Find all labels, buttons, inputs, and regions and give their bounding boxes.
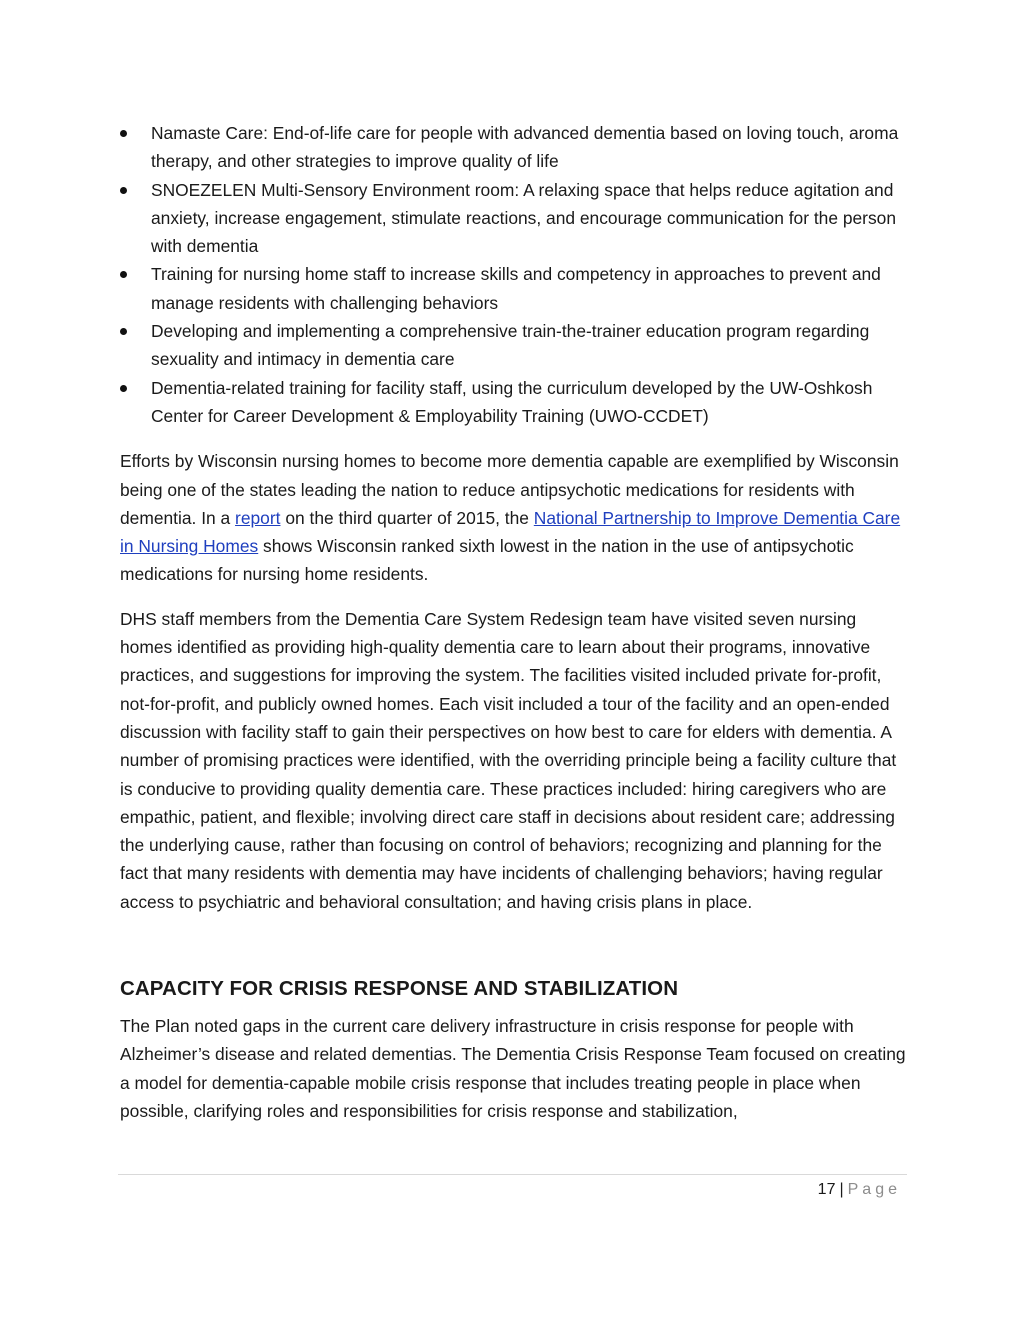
list-item bbox=[120, 119, 908, 176]
page-footer bbox=[818, 1178, 901, 1202]
paragraph-text: Efforts by Wisconsin nursing homes to become more dementia capable are exemplified by Wisconsin being one of the states leading the nation to reduce antipsychotic medications for residents with dementia. In a bbox=[120, 451, 899, 528]
paragraph-crisis-response: The Plan noted gaps in the current care delivery infrastructure in crisis response for people with Alzheimer’s disease and related dementias. The Dementia Crisis Response Team focused on creating a model for dementia-capable mobile crisis response that includes treating people in place when possible, clarifying roles and responsibilities for crisis response and stabilization, bbox=[120, 1016, 906, 1121]
list-item-text: SNOEZELEN Multi-Sensory Environment room: A relaxing space that helps reduce agitation and anxiety, increase engagement, stimulate reactions, and encourage communication for the person with dementia bbox=[151, 179, 897, 257]
paragraph-text: on the third quarter of 2015, the bbox=[280, 507, 534, 528]
national-partnership-link[interactable]: National Partnership to Improve Dementia Care in Nursing Homes bbox=[120, 507, 901, 557]
paragraph-text: shows Wisconsin ranked sixth lowest in the nation in the use of antipsychotic medications for nursing home residents. bbox=[120, 536, 854, 585]
footer-separator: | bbox=[839, 1181, 844, 1198]
bullet-icon bbox=[120, 130, 127, 137]
list-item-text: Developing and implementing a comprehensive train-the-trainer education program regarding sexuality and intimacy in dementia care bbox=[151, 321, 870, 370]
list-item-text: Namaste Care: End-of-life care for people with advanced dementia based on loving touch, aroma therapy, and other strategies to improve quality of life bbox=[151, 123, 899, 172]
bullet-icon bbox=[120, 187, 127, 194]
list-item bbox=[120, 260, 908, 317]
paragraph-wisconsin-efforts bbox=[120, 447, 908, 588]
list-item bbox=[120, 317, 908, 374]
section-heading: CAPACITY FOR CRISIS RESPONSE AND STABILIZATION bbox=[120, 977, 679, 1001]
document-body bbox=[120, 119, 908, 1125]
bullet-icon bbox=[120, 328, 127, 335]
report-link[interactable]: report bbox=[235, 507, 281, 528]
page-label: Page bbox=[847, 1181, 901, 1198]
bullet-icon bbox=[120, 385, 127, 392]
paragraph-dhs-visits: DHS staff members from the Dementia Care System Redesign team have visited seven nursing homes identified as providing high-quality dementia care to learn about their programs, innovative practices, and suggestions for improving the system. The facilities visited included private for-profit, not-for-profit, and publicly owned homes. Each visit included a tour of the facility and an open-ended discussion with facility staff to gain their perspectives on how best to care for elders with dementia. A number of promising practices were identified, with the overriding principle being a facility culture that is conducive to providing quality dementia care. These practices included: hiring caregivers who are empathic, patient, and flexible; involving direct care staff in decisions about resident care; addressing the underlying cause, rather than focusing on control of behaviors; recognizing and planning for the fact that many residents with dementia may have incidents of challenging behaviors; having regular access to psychiatric and behavioral consultation; and having crisis plans in place. bbox=[120, 608, 897, 912]
list-item-text: Training for nursing home staff to increase skills and competency in approaches to prevent and manage residents with challenging behaviors bbox=[151, 264, 881, 313]
list-item bbox=[120, 176, 908, 261]
page-number: 17 bbox=[817, 1181, 836, 1198]
list-item-text: Dementia-related training for facility staff, using the curriculum developed by the UW-Oshkosh Center for Career Development & Employability Training (UWO-CCDET) bbox=[151, 377, 873, 426]
bullet-icon bbox=[120, 271, 127, 278]
footer-divider bbox=[118, 1174, 907, 1175]
bullet-list bbox=[120, 119, 908, 430]
list-item bbox=[120, 374, 908, 431]
